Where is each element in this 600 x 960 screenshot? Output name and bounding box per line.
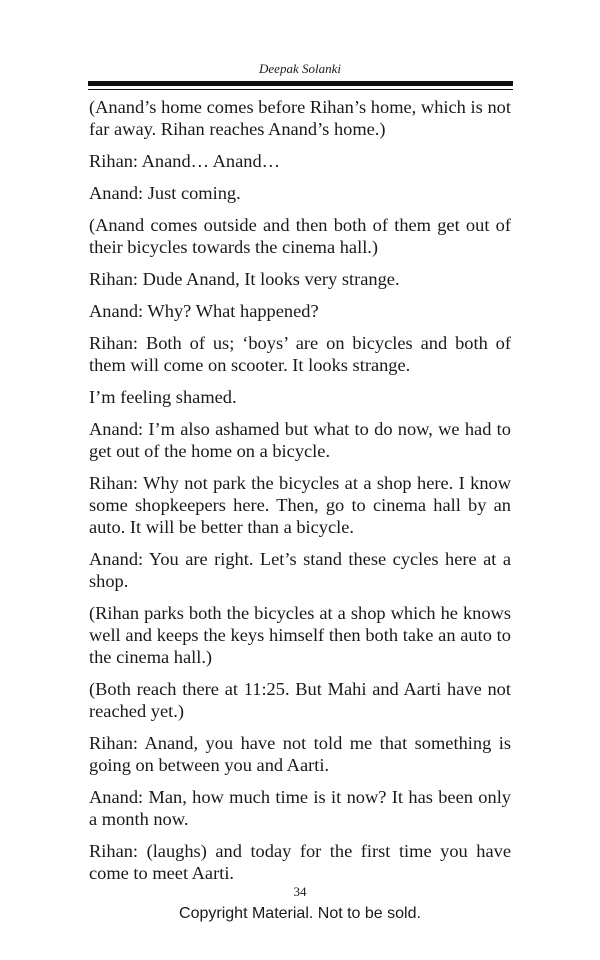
paragraph: Anand: I’m also ashamed but what to do now, we had to get out of the home on a bicycle. — [89, 419, 511, 461]
paragraph: Anand: Just coming. — [89, 183, 241, 203]
header-rule-thick — [88, 81, 513, 86]
paragraph: (Anand’s home comes before Rihan’s home, which is not far away. Rihan reaches Anand’s home.) — [89, 97, 511, 139]
page-body — [89, 96, 511, 894]
running-header-author: Deepak Solanki — [259, 61, 341, 76]
copyright-notice: Copyright Material. Not to be sold. — [179, 905, 421, 922]
paragraph: Rihan: Both of us; ‘boys’ are on bicycles and both of them will come on scooter. It looks strange. — [89, 333, 511, 375]
paragraph: (Anand comes outside and then both of them get out of their bicycles towards the cinema hall.) — [89, 215, 511, 257]
page-number: 34 — [293, 884, 307, 899]
paragraph: Rihan: Anand… Anand… — [89, 151, 281, 171]
paragraph: Anand: You are right. Let’s stand these cycles here at a shop. — [89, 549, 511, 591]
paragraph: Anand: Why? What happened? — [89, 301, 319, 321]
paragraph: Rihan: Why not park the bicycles at a shop here. I know some shopkeepers here. Then, go to cinema hall by an auto. It will be better than a bicycle. — [89, 473, 511, 537]
paragraph: Anand: Man, how much time is it now? It has been only a month now. — [89, 787, 511, 829]
header-rule-thin — [88, 89, 513, 90]
paragraph: (Rihan parks both the bicycles at a shop which he knows well and keeps the keys himself then both take an auto to the cinema hall.) — [89, 603, 511, 667]
paragraph: (Both reach there at 11:25. But Mahi and Aarti have not reached yet.) — [89, 679, 511, 721]
paragraph: Rihan: Anand, you have not told me that something is going on between you and Aarti. — [89, 733, 511, 775]
paragraph: Rihan: (laughs) and today for the first time you have come to meet Aarti. — [89, 841, 511, 883]
paragraph: Rihan: Dude Anand, It looks very strange. — [89, 269, 400, 289]
paragraph: I’m feeling shamed. — [89, 387, 237, 407]
